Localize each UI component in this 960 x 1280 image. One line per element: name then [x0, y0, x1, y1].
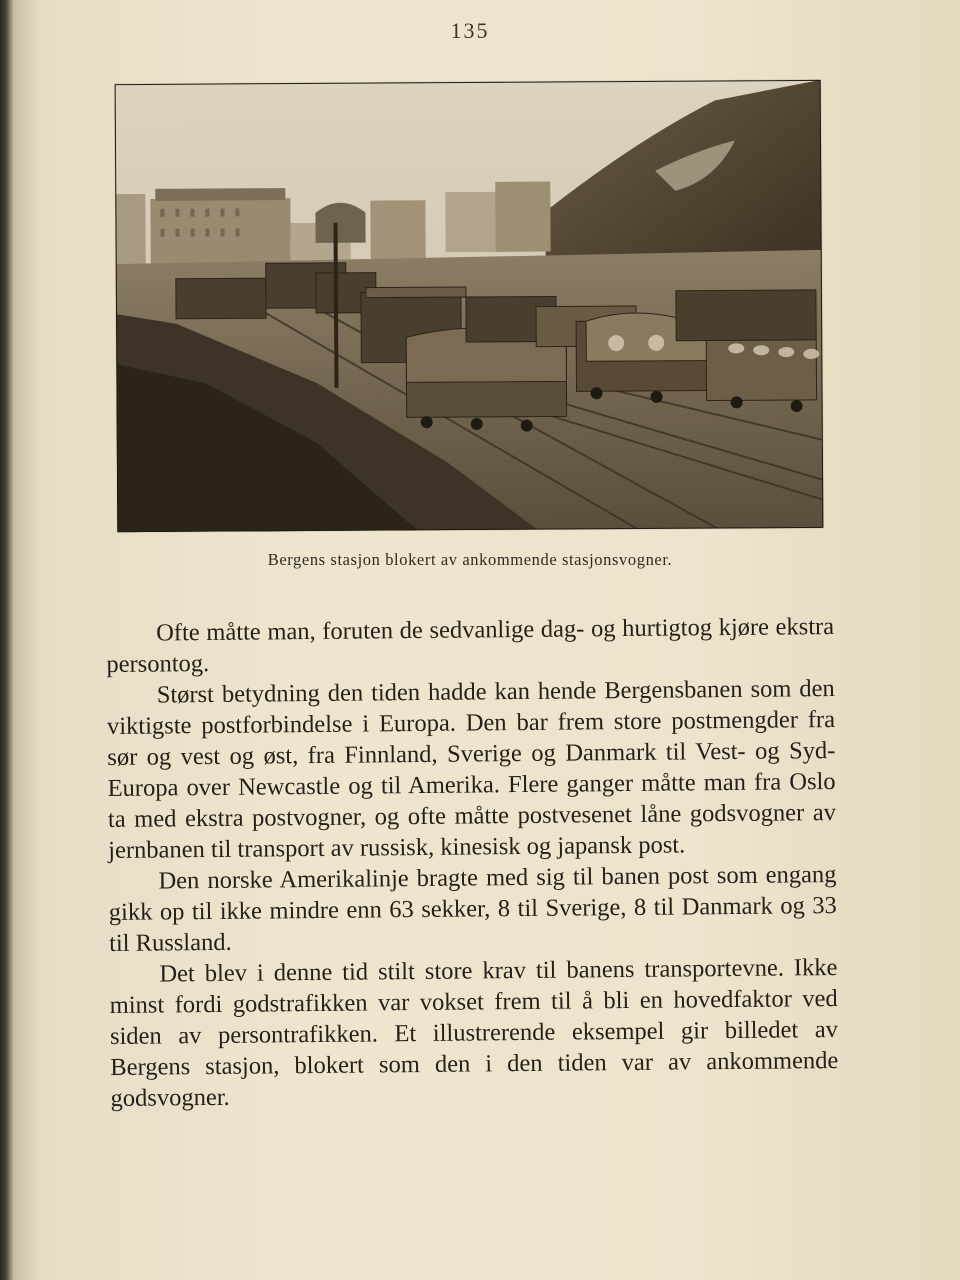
paragraph: Den norske Amerikalinje bragte med sig til banen post som engang gikk op til ikke mindre enn 63 sekker, 8 til Sverige, 8 til Danmark og 33 til Russland.: [108, 861, 837, 957]
paragraph: Det blev i denne tid stilt store krav til banens transportevne. Ikke minst fordi godstrafikken var vokset frem til å bli en hovedfaktor ved siden av persontrafikken. Et illustrerende eksempel gir billedet av Bergens stasjon, blokert som den i den tiden var av ankommende godsvogner.: [109, 953, 839, 1112]
paragraph: Størst betydning den tiden hadde kan hende Bergensbanen som den viktigste postforbindelse i Europa. Den bar frem store postmengder fra sør og vest og øst, fra Finnland, Sverige og Danmark til Vest- og Syd-Europa over Newcastle og til Amerika. Flere ganger måtte man fra Oslo ta med ekstra postvogner, og ofte måtte postvesenet låne godsvogner av jernbanen til transport av russisk, kinesisk og japansk post.: [106, 675, 837, 864]
body-text: [106, 611, 839, 1114]
station-photo: [115, 80, 824, 532]
station-photo-illustration: [115, 80, 824, 532]
page-number: 135: [450, 18, 490, 43]
figure-caption: Bergens stasjon blokert av ankommende stasjonsvogner.: [267, 550, 673, 569]
paragraph: Ofte måtte man, foruten de sedvanlige dag- og hurtigtog kjøre ekstra persontog.: [106, 613, 835, 678]
